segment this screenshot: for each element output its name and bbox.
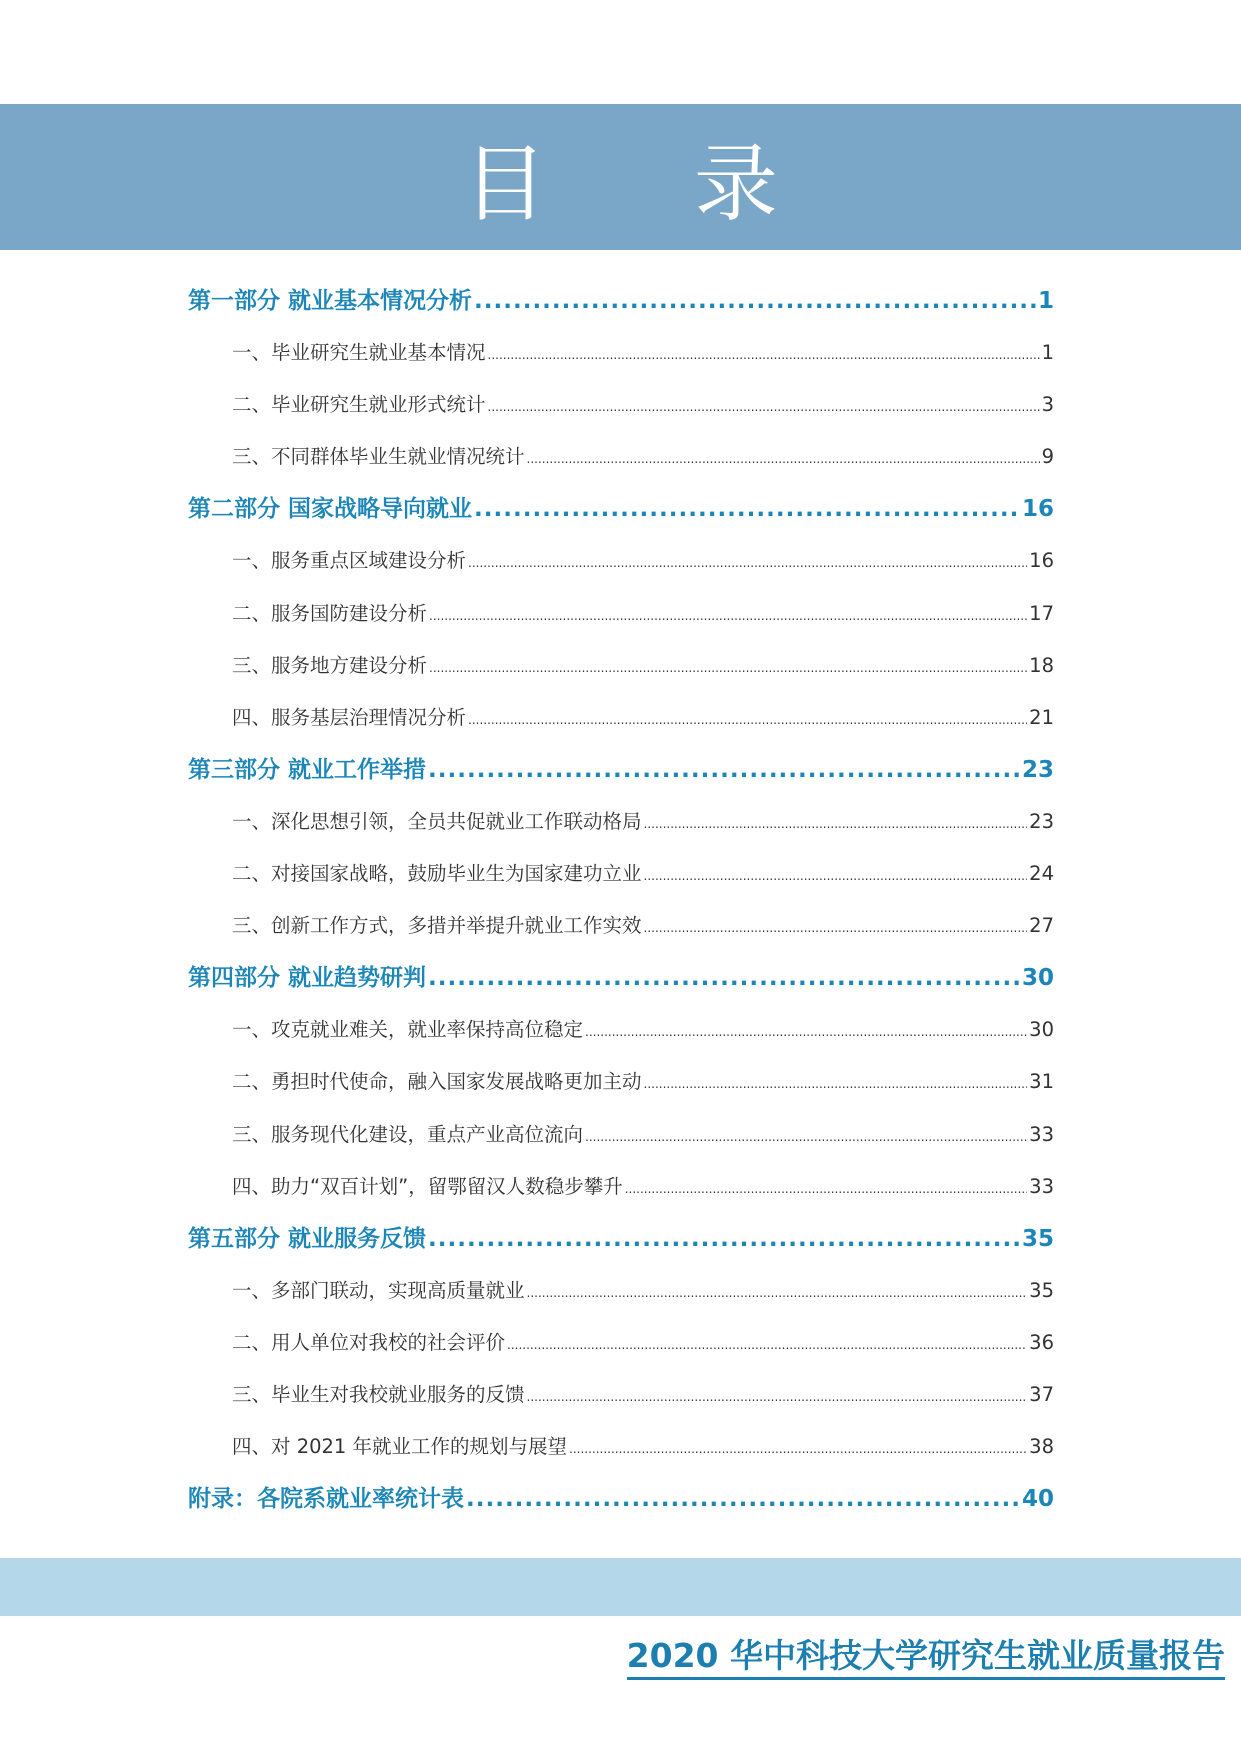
toc-page-number: 36 xyxy=(1029,1330,1054,1354)
toc-page-number: 23 xyxy=(1029,809,1054,833)
toc-dot-leader xyxy=(428,952,1020,1004)
toc-dot-leader xyxy=(468,692,1027,744)
toc-entry-title: 三、创新工作方式，多措并举提升就业工作实效 xyxy=(232,914,642,938)
footer-band xyxy=(0,1558,1241,1616)
toc-page-number: 30 xyxy=(1021,965,1054,992)
toc-entry-title: 附录：各院系就业率统计表 xyxy=(188,1486,464,1513)
toc-section-entry[interactable] xyxy=(188,431,1054,483)
toc-entry-title: 三、服务地方建设分析 xyxy=(232,653,428,677)
toc-section-entry[interactable] xyxy=(188,1265,1054,1317)
toc-page-number: 18 xyxy=(1029,653,1054,677)
toc-dot-leader xyxy=(468,535,1027,587)
toc-dot-leader xyxy=(474,275,1036,327)
toc-entry-title: 三、毕业生对我校就业服务的反馈 xyxy=(232,1382,525,1406)
toc-dot-leader xyxy=(625,1161,1027,1213)
toc-page-number: 1 xyxy=(1041,341,1054,365)
toc-section-entry[interactable] xyxy=(188,1004,1054,1056)
toc-dot-leader xyxy=(644,848,1028,900)
toc-page-number: 35 xyxy=(1021,1225,1054,1252)
toc-dot-leader xyxy=(569,1421,1027,1473)
toc-page-number: 24 xyxy=(1029,862,1054,886)
toc-page-number: 37 xyxy=(1029,1382,1054,1406)
toc-page-number: 23 xyxy=(1021,756,1054,783)
toc-part-entry[interactable] xyxy=(188,275,1054,327)
toc-entry-title: 二、对接国家战略，鼓励毕业生为国家建功立业 xyxy=(232,862,642,886)
toc-page-number: 17 xyxy=(1029,601,1054,625)
toc-section-entry[interactable] xyxy=(188,379,1054,431)
table-of-contents xyxy=(188,275,1054,1525)
toc-section-entry[interactable] xyxy=(188,692,1054,744)
toc-entry-title: 二、勇担时代使命，融入国家发展战略更加主动 xyxy=(232,1070,642,1094)
toc-page-number: 33 xyxy=(1029,1174,1054,1198)
toc-page-number: 35 xyxy=(1029,1278,1054,1302)
toc-section-entry[interactable] xyxy=(188,535,1054,587)
toc-part-entry[interactable] xyxy=(188,952,1054,1004)
toc-section-entry[interactable] xyxy=(188,1421,1054,1473)
toc-entry-title: 第五部分 就业服务反馈 xyxy=(188,1225,427,1252)
toc-page-number: 38 xyxy=(1029,1435,1054,1459)
toc-dot-leader xyxy=(429,588,1027,640)
toc-entry-title: 四、服务基层治理情况分析 xyxy=(232,705,467,729)
toc-dot-leader xyxy=(507,1317,1027,1369)
toc-dot-leader xyxy=(488,379,1040,431)
toc-entry-title: 一、攻克就业难关，就业率保持高位稳定 xyxy=(232,1018,584,1042)
toc-part-entry[interactable] xyxy=(188,1213,1054,1265)
toc-entry-title: 三、服务现代化建设，重点产业高位流向 xyxy=(232,1122,584,1146)
toc-page-number: 16 xyxy=(1029,549,1054,573)
toc-entry-title: 三、不同群体毕业生就业情况统计 xyxy=(232,445,525,469)
toc-section-entry[interactable] xyxy=(188,796,1054,848)
toc-entry-title: 二、服务国防建设分析 xyxy=(232,601,428,625)
toc-dot-leader xyxy=(644,900,1028,952)
toc-entry-title: 第三部分 就业工作举措 xyxy=(188,756,427,783)
toc-dot-leader xyxy=(466,1473,1020,1525)
toc-section-entry[interactable] xyxy=(188,640,1054,692)
toc-dot-leader xyxy=(585,1109,1027,1161)
toc-section-entry[interactable] xyxy=(188,900,1054,952)
toc-dot-leader xyxy=(488,327,1040,379)
toc-page-number: 16 xyxy=(1021,496,1054,523)
toc-part-entry[interactable] xyxy=(188,483,1054,535)
toc-section-entry[interactable] xyxy=(188,1161,1054,1213)
toc-section-entry[interactable] xyxy=(188,1317,1054,1369)
toc-page-number: 3 xyxy=(1041,393,1054,417)
toc-entry-title: 第二部分 国家战略导向就业 xyxy=(188,496,473,523)
toc-entry-title: 二、毕业研究生就业形式统计 xyxy=(232,393,486,417)
toc-section-entry[interactable] xyxy=(188,1369,1054,1421)
toc-dot-leader xyxy=(527,1369,1028,1421)
toc-entry-title: 一、毕业研究生就业基本情况 xyxy=(232,341,486,365)
toc-entry-title: 第四部分 就业趋势研判 xyxy=(188,965,427,992)
toc-page-number: 27 xyxy=(1029,914,1054,938)
toc-entry-title: 四、助力“双百计划”，留鄂留汉人数稳步攀升 xyxy=(232,1174,623,1198)
toc-page-number: 1 xyxy=(1037,288,1054,314)
toc-page-number: 33 xyxy=(1029,1122,1054,1146)
toc-section-entry[interactable] xyxy=(188,588,1054,640)
toc-dot-leader xyxy=(428,744,1020,796)
toc-section-entry[interactable] xyxy=(188,1056,1054,1108)
toc-dot-leader xyxy=(527,1265,1028,1317)
toc-dot-leader xyxy=(644,1056,1028,1108)
toc-entry-title: 一、服务重点区域建设分析 xyxy=(232,549,467,573)
toc-dot-leader xyxy=(429,640,1027,692)
toc-entry-title: 第一部分 就业基本情况分析 xyxy=(188,288,473,314)
toc-page-number: 9 xyxy=(1041,445,1054,469)
report-title: 2020 华中科技大学研究生就业质量报告 xyxy=(627,1636,1225,1680)
toc-part-entry[interactable] xyxy=(188,1473,1054,1525)
toc-dot-leader xyxy=(527,431,1040,483)
toc-page-number: 40 xyxy=(1021,1486,1054,1513)
toc-entry-title: 一、多部门联动，实现高质量就业 xyxy=(232,1278,525,1302)
toc-page-number: 31 xyxy=(1029,1070,1054,1094)
toc-dot-leader xyxy=(474,483,1020,535)
toc-dot-leader xyxy=(428,1213,1020,1265)
toc-entry-title: 二、用人单位对我校的社会评价 xyxy=(232,1330,506,1354)
page-title: 目 录 xyxy=(463,134,838,233)
toc-part-entry[interactable] xyxy=(188,744,1054,796)
toc-dot-leader xyxy=(585,1004,1027,1056)
toc-section-entry[interactable] xyxy=(188,1109,1054,1161)
toc-dot-leader xyxy=(644,796,1028,848)
toc-section-entry[interactable] xyxy=(188,848,1054,900)
toc-page-number: 21 xyxy=(1029,705,1054,729)
toc-entry-title: 四、对 2021 年就业工作的规划与展望 xyxy=(232,1435,568,1459)
toc-section-entry[interactable] xyxy=(188,327,1054,379)
toc-entry-title: 一、深化思想引领，全员共促就业工作联动格局 xyxy=(232,809,642,833)
toc-page-number: 30 xyxy=(1029,1018,1054,1042)
